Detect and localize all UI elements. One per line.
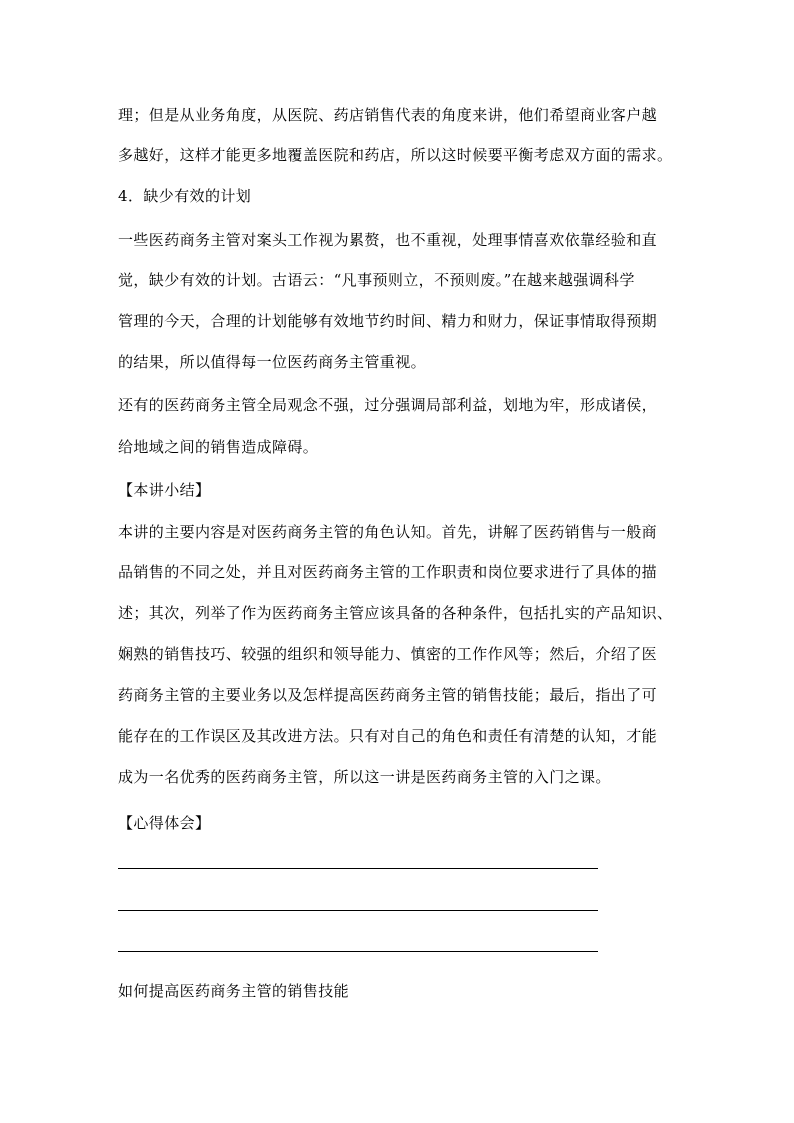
text-line: 品销售的不同之处，并且对医药商务主管的工作职责和岗位要求进行了具体的描 <box>118 563 658 581</box>
text-line: 多越好，这样才能更多地覆盖医院和药店，所以这时候要平衡考虑双方面的需求。 <box>118 146 673 164</box>
text-line: 成为一名优秀的医药商务主管，所以这一讲是医药商务主管的入门之课。 <box>118 768 611 786</box>
text-line: 述；其次，列举了作为医药商务主管应该具备的各种条件，包括扎实的产品知识、 <box>118 604 673 622</box>
text-line: 药商务主管的主要业务以及怎样提高医药商务主管的销售技能；最后，指出了可 <box>118 686 658 704</box>
text-line: 给地域之间的销售造成障碍。 <box>118 438 319 456</box>
text-line: 的结果，所以值得每一位医药商务主管重视。 <box>118 353 427 371</box>
text-line: 觉，缺少有效的计划。古语云：“凡事预则立，不预则废。”在越来越强调科学 <box>118 271 635 289</box>
writing-line <box>118 951 598 952</box>
text-line: 本讲的主要内容是对医药商务主管的角色认知。首先，讲解了医药销售与一般商 <box>118 523 658 541</box>
text-line: 娴熟的销售技巧、较强的组织和领导能力、慎密的工作作风等；然后，介绍了医 <box>118 645 658 663</box>
section-heading: 4．缺少有效的计划 <box>118 187 252 205</box>
text-line: 能存在的工作误区及其改进方法。只有对自己的角色和责任有清楚的认知，才能 <box>118 727 658 745</box>
footer-heading: 如何提高医药商务主管的销售技能 <box>118 982 350 1000</box>
reflection-heading: 【心得体会】 <box>118 814 211 832</box>
text-line: 一些医药商务主管对案头工作视为累赘，也不重视，处理事情喜欢依靠经验和直 <box>118 231 658 249</box>
text-line: 理；但是从业务角度，从医院、药店销售代表的角度来讲，他们希望商业客户越 <box>118 106 658 124</box>
text-line: 还有的医药商务主管全局观念不强，过分强调局部利益，划地为牢，形成诸侯， <box>118 396 658 414</box>
writing-line <box>118 910 598 911</box>
text-line: 管理的今天，合理的计划能够有效地节约时间、精力和财力，保证事情取得预期 <box>118 312 658 330</box>
summary-heading: 【本讲小结】 <box>118 481 211 499</box>
writing-line <box>118 868 598 869</box>
